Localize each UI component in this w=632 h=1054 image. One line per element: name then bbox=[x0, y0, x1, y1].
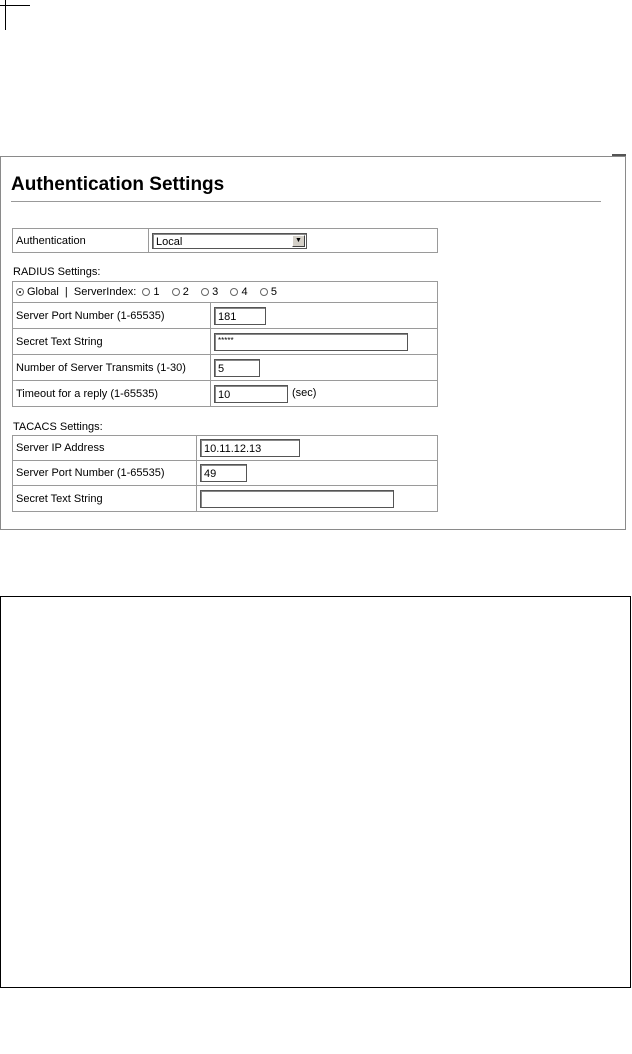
page-title: Authentication Settings bbox=[11, 174, 225, 195]
radio-server-index-5-label: 5 bbox=[270, 286, 277, 298]
radius-timeout-input[interactable]: 10 bbox=[214, 385, 288, 403]
authentication-table bbox=[12, 228, 438, 253]
authentication-cell bbox=[149, 229, 438, 253]
tacacs-secret-label: Secret Text String bbox=[13, 486, 197, 512]
server-index-label: ServerIndex: bbox=[73, 286, 137, 298]
tacacs-server-port-input[interactable]: 49 bbox=[200, 464, 247, 482]
title-divider bbox=[11, 201, 601, 202]
tacacs-server-ip-label: Server IP Address bbox=[13, 436, 197, 461]
authentication-select-value: Local bbox=[156, 235, 183, 248]
radius-heading: RADIUS Settings: bbox=[13, 266, 101, 278]
radio-server-index-1[interactable] bbox=[142, 288, 150, 296]
tacacs-server-ip-cell bbox=[197, 436, 438, 461]
radio-server-index-4[interactable] bbox=[230, 288, 238, 296]
empty-frame bbox=[0, 596, 631, 988]
tacacs-server-ip-input[interactable]: 10.11.12.13 bbox=[200, 439, 300, 457]
radio-global-label: Global bbox=[27, 286, 59, 298]
radio-global[interactable] bbox=[16, 288, 24, 296]
tacacs-server-port-label: Server Port Number (1-65535) bbox=[13, 461, 197, 486]
radio-server-index-2[interactable] bbox=[172, 288, 180, 296]
radius-scope-row bbox=[13, 282, 438, 303]
radius-server-port-label: Server Port Number (1-65535) bbox=[13, 303, 211, 329]
radius-secret-input[interactable]: ***** bbox=[214, 333, 408, 351]
tacacs-table bbox=[12, 435, 438, 512]
radius-server-port-cell bbox=[211, 303, 438, 329]
radio-server-index-2-label: 2 bbox=[182, 286, 189, 298]
radius-timeout-cell bbox=[211, 381, 438, 407]
radio-server-index-5[interactable] bbox=[260, 288, 268, 296]
radius-secret-label: Secret Text String bbox=[13, 329, 211, 355]
radio-server-index-3-label: 3 bbox=[212, 286, 219, 298]
radius-transmits-label: Number of Server Transmits (1-30) bbox=[13, 355, 211, 381]
radius-table bbox=[12, 281, 438, 407]
authentication-label: Authentication bbox=[13, 229, 149, 253]
radius-transmits-cell bbox=[211, 355, 438, 381]
tacacs-secret-input[interactable] bbox=[200, 490, 394, 508]
scope-separator: | bbox=[64, 286, 68, 298]
chevron-down-icon[interactable]: ▼ bbox=[292, 235, 305, 247]
radius-server-port-input[interactable]: 181 bbox=[214, 307, 266, 325]
crop-mark bbox=[0, 5, 30, 6]
radio-server-index-3[interactable] bbox=[201, 288, 209, 296]
panel-corner bbox=[612, 154, 626, 156]
radius-transmits-input[interactable]: 5 bbox=[214, 359, 260, 377]
radio-server-index-1-label: 1 bbox=[153, 286, 160, 298]
tacacs-server-port-cell bbox=[197, 461, 438, 486]
radius-timeout-label: Timeout for a reply (1-65535) bbox=[13, 381, 211, 407]
tacacs-heading: TACACS Settings: bbox=[13, 421, 103, 433]
radius-timeout-unit: (sec) bbox=[292, 387, 317, 400]
tacacs-secret-cell bbox=[197, 486, 438, 512]
radius-secret-cell bbox=[211, 329, 438, 355]
radio-server-index-4-label: 4 bbox=[241, 286, 248, 298]
authentication-select[interactable] bbox=[152, 233, 307, 249]
